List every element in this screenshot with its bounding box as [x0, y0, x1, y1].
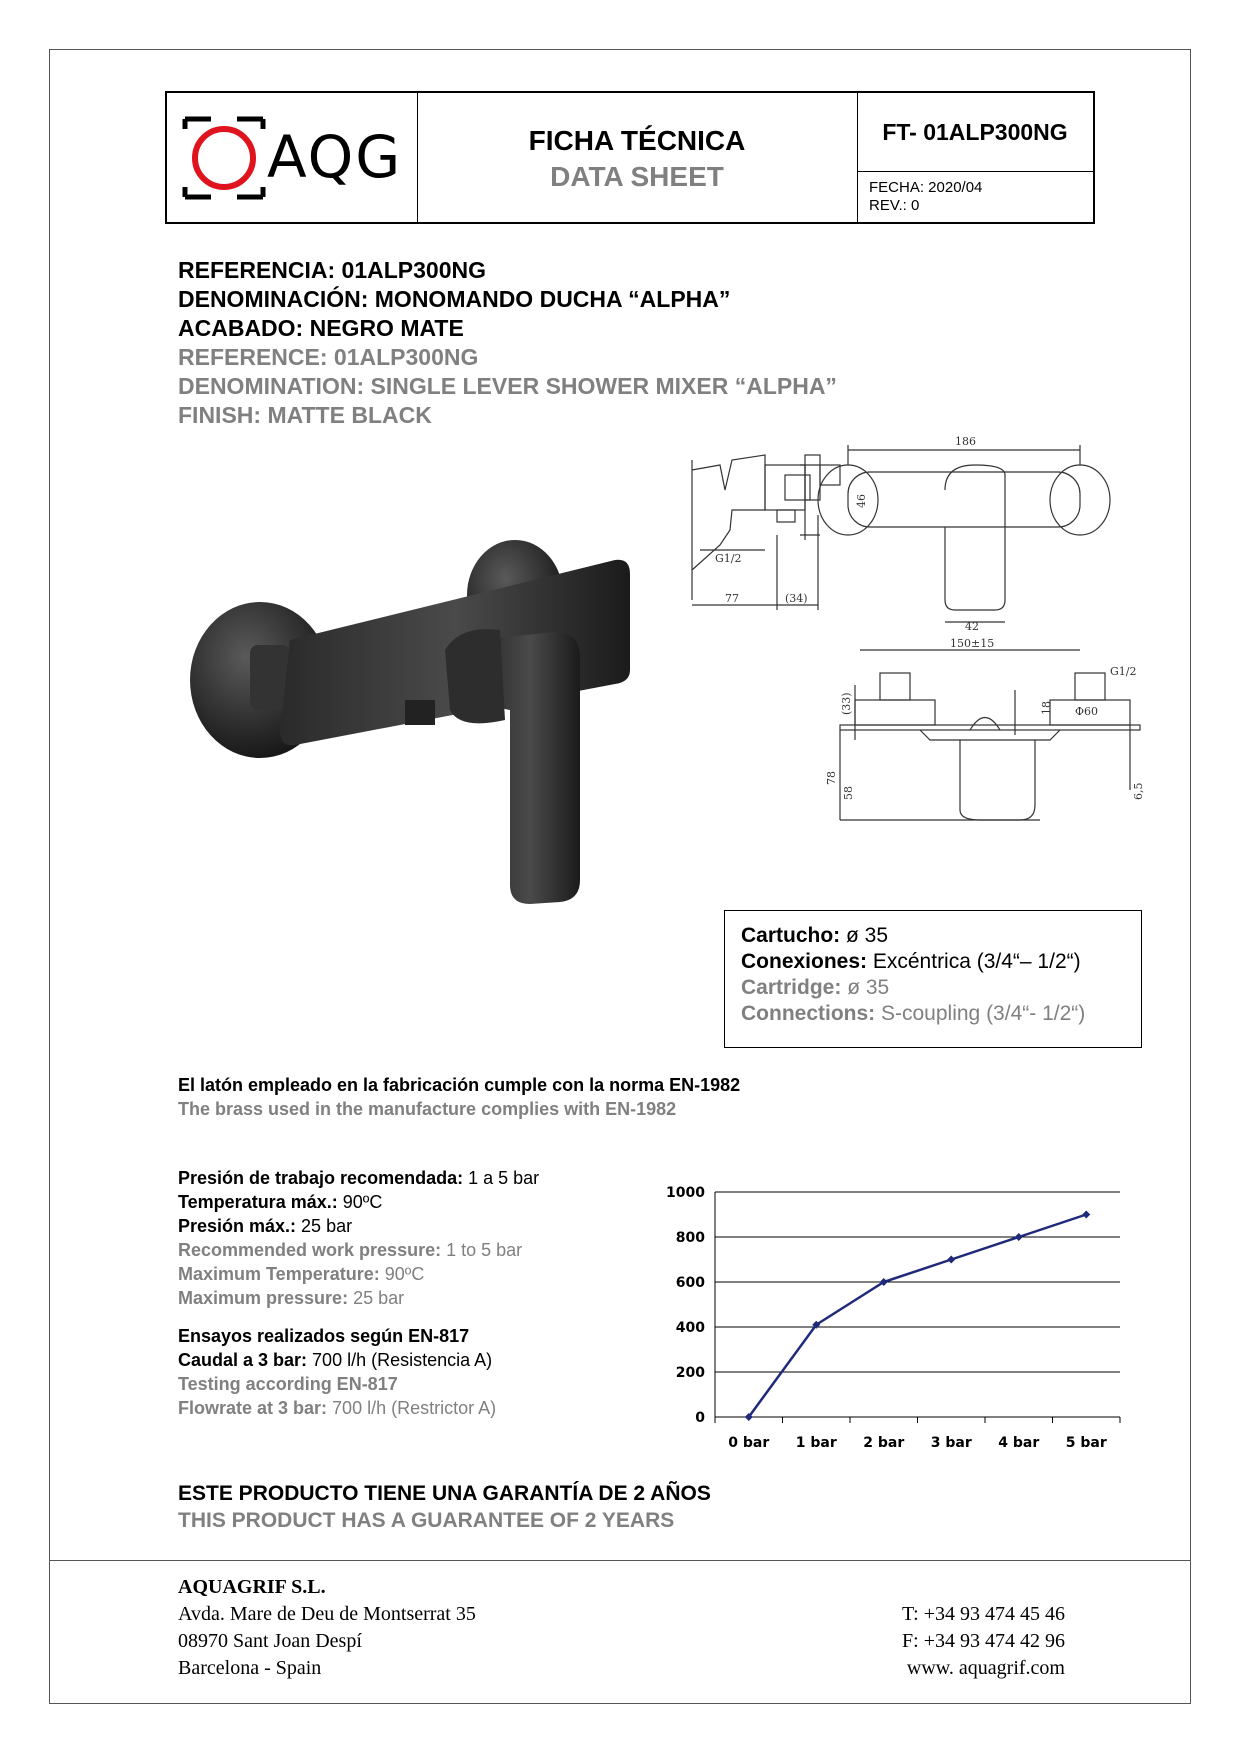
sheet-code: FT- 01ALP300NG	[857, 93, 1093, 172]
x-tick-label: 5 bar	[1065, 1435, 1107, 1451]
ref-es-1: DENOMINACIÓN: MONOMANDO DUCHA “ALPHA”	[178, 286, 731, 312]
data-point	[1082, 1211, 1090, 1219]
spec-connections: Connections: S-coupling (3/4“- 1/2“)	[741, 1002, 1086, 1025]
parameters-block	[178, 1166, 539, 1420]
ref-es-2: ACABADO: NEGRO MATE	[178, 315, 464, 341]
testing-es: Ensayos realizados según EN-817	[178, 1326, 470, 1346]
dim-42: 42	[965, 620, 979, 633]
company-name: AQUAGRIF S.L.	[178, 1576, 326, 1598]
data-point	[947, 1256, 955, 1264]
fax: F: +34 93 474 42 96	[902, 1630, 1065, 1652]
param-temp-max: Temperatura máx.: 90ºC	[178, 1192, 383, 1212]
dim-33: (33)	[840, 692, 853, 715]
x-tick-label: 3 bar	[930, 1435, 972, 1451]
flow-en: Flowrate at 3 bar: 700 l/h (Restrictor A)	[178, 1398, 497, 1418]
y-tick-label: 800	[675, 1230, 705, 1246]
address-line-2: 08970 Sant Joan Despí	[178, 1630, 362, 1652]
address-line-1: Avda. Mare de Deu de Montserrat 35	[178, 1603, 476, 1625]
dim-18: 18	[1040, 701, 1053, 715]
guarantee-en: THIS PRODUCT HAS A GUARANTEE OF 2 YEARS	[178, 1509, 675, 1532]
x-tick-label: 2 bar	[863, 1435, 905, 1451]
param-pressure-max: Presión máx.: 25 bar	[178, 1216, 353, 1236]
logo-cell	[167, 93, 418, 222]
dim-6-5: 6,5	[1132, 782, 1145, 800]
ref-en-0: REFERENCE: 01ALP300NG	[178, 344, 479, 370]
spec-cartucho: Cartucho: ø 35	[741, 924, 889, 947]
y-tick-label: 400	[675, 1320, 705, 1336]
param-pressure-rec-en: Recommended work pressure: 1 to 5 bar	[178, 1240, 523, 1260]
dim-78: 78	[825, 771, 838, 785]
testing-en: Testing according EN-817	[178, 1374, 398, 1394]
code-cell	[857, 93, 1093, 222]
param-temp-max-en: Maximum Temperature: 90ºC	[178, 1264, 425, 1284]
dim-phi60: Φ60	[1075, 705, 1099, 718]
dim-77: 77	[725, 592, 739, 605]
dim-g12-front: G1/2	[1110, 665, 1137, 678]
dim-g12-side: G1/2	[715, 552, 742, 565]
y-tick-label: 600	[675, 1275, 705, 1291]
website-link[interactable]: www. aquagrif.com	[906, 1657, 1065, 1679]
rev-text: REV.: 0	[869, 197, 920, 214]
y-tick-label: 200	[675, 1365, 705, 1381]
brass-note	[178, 1073, 740, 1121]
revision-info	[869, 179, 982, 215]
x-tick-label: 1 bar	[795, 1435, 837, 1451]
aqg-logo-icon	[181, 115, 267, 201]
title-en: DATA SHEET	[550, 161, 724, 192]
guarantee-block	[178, 1480, 711, 1534]
spec-cartridge: Cartridge: ø 35	[741, 976, 890, 999]
x-tick-label: 4 bar	[998, 1435, 1040, 1451]
specs-box	[724, 910, 1142, 1048]
flow-chart	[660, 1180, 1130, 1460]
footer-divider	[49, 1560, 1191, 1561]
logo-text: AQG	[267, 123, 403, 191]
fecha-text: FECHA: 2020/04	[869, 179, 983, 196]
ref-en-1: DENOMINATION: SINGLE LEVER SHOWER MIXER “ALPHA”	[178, 373, 837, 399]
flow-es: Caudal a 3 bar: 700 l/h (Resistencia A)	[178, 1350, 493, 1370]
series-line	[749, 1215, 1087, 1418]
dim-58: 58	[842, 786, 855, 800]
x-tick-label: 0 bar	[728, 1435, 770, 1451]
dim-46: 46	[855, 494, 868, 508]
brass-en: The brass used in the manufacture complies with EN-1982	[178, 1099, 677, 1119]
ref-en-2: FINISH: MATTE BLACK	[178, 402, 432, 428]
guarantee-es: ESTE PRODUCTO TIENE UNA GARANTÍA DE 2 AÑOS	[178, 1482, 711, 1505]
company-address	[178, 1574, 476, 1682]
brass-es: El latón empleado en la fabricación cumple con la norma EN-1982	[178, 1075, 741, 1095]
header-box	[165, 91, 1095, 224]
technical-drawings	[680, 430, 1160, 840]
product-image	[160, 540, 640, 910]
dim-186: 186	[955, 435, 976, 448]
dim-34: (34)	[785, 592, 808, 605]
title-cell	[417, 93, 858, 222]
param-pressure-max-en: Maximum pressure: 25 bar	[178, 1288, 405, 1308]
dim-150: 150±15	[950, 637, 995, 650]
phone: T: +34 93 474 45 46	[901, 1603, 1065, 1625]
spec-conexiones: Conexiones: Excéntrica (3/4“– 1/2“)	[741, 950, 1081, 973]
data-point	[1015, 1233, 1023, 1241]
param-pressure-rec: Presión de trabajo recomendada: 1 a 5 bar	[178, 1168, 540, 1188]
company-contact	[860, 1601, 1065, 1682]
title-es: FICHA TÉCNICA	[528, 125, 746, 156]
reference-block	[178, 256, 837, 430]
y-tick-label: 0	[695, 1410, 705, 1426]
y-tick-label: 1000	[666, 1185, 705, 1201]
ref-es-0: REFERENCIA: 01ALP300NG	[178, 257, 487, 283]
address-line-3: Barcelona - Spain	[178, 1657, 322, 1679]
